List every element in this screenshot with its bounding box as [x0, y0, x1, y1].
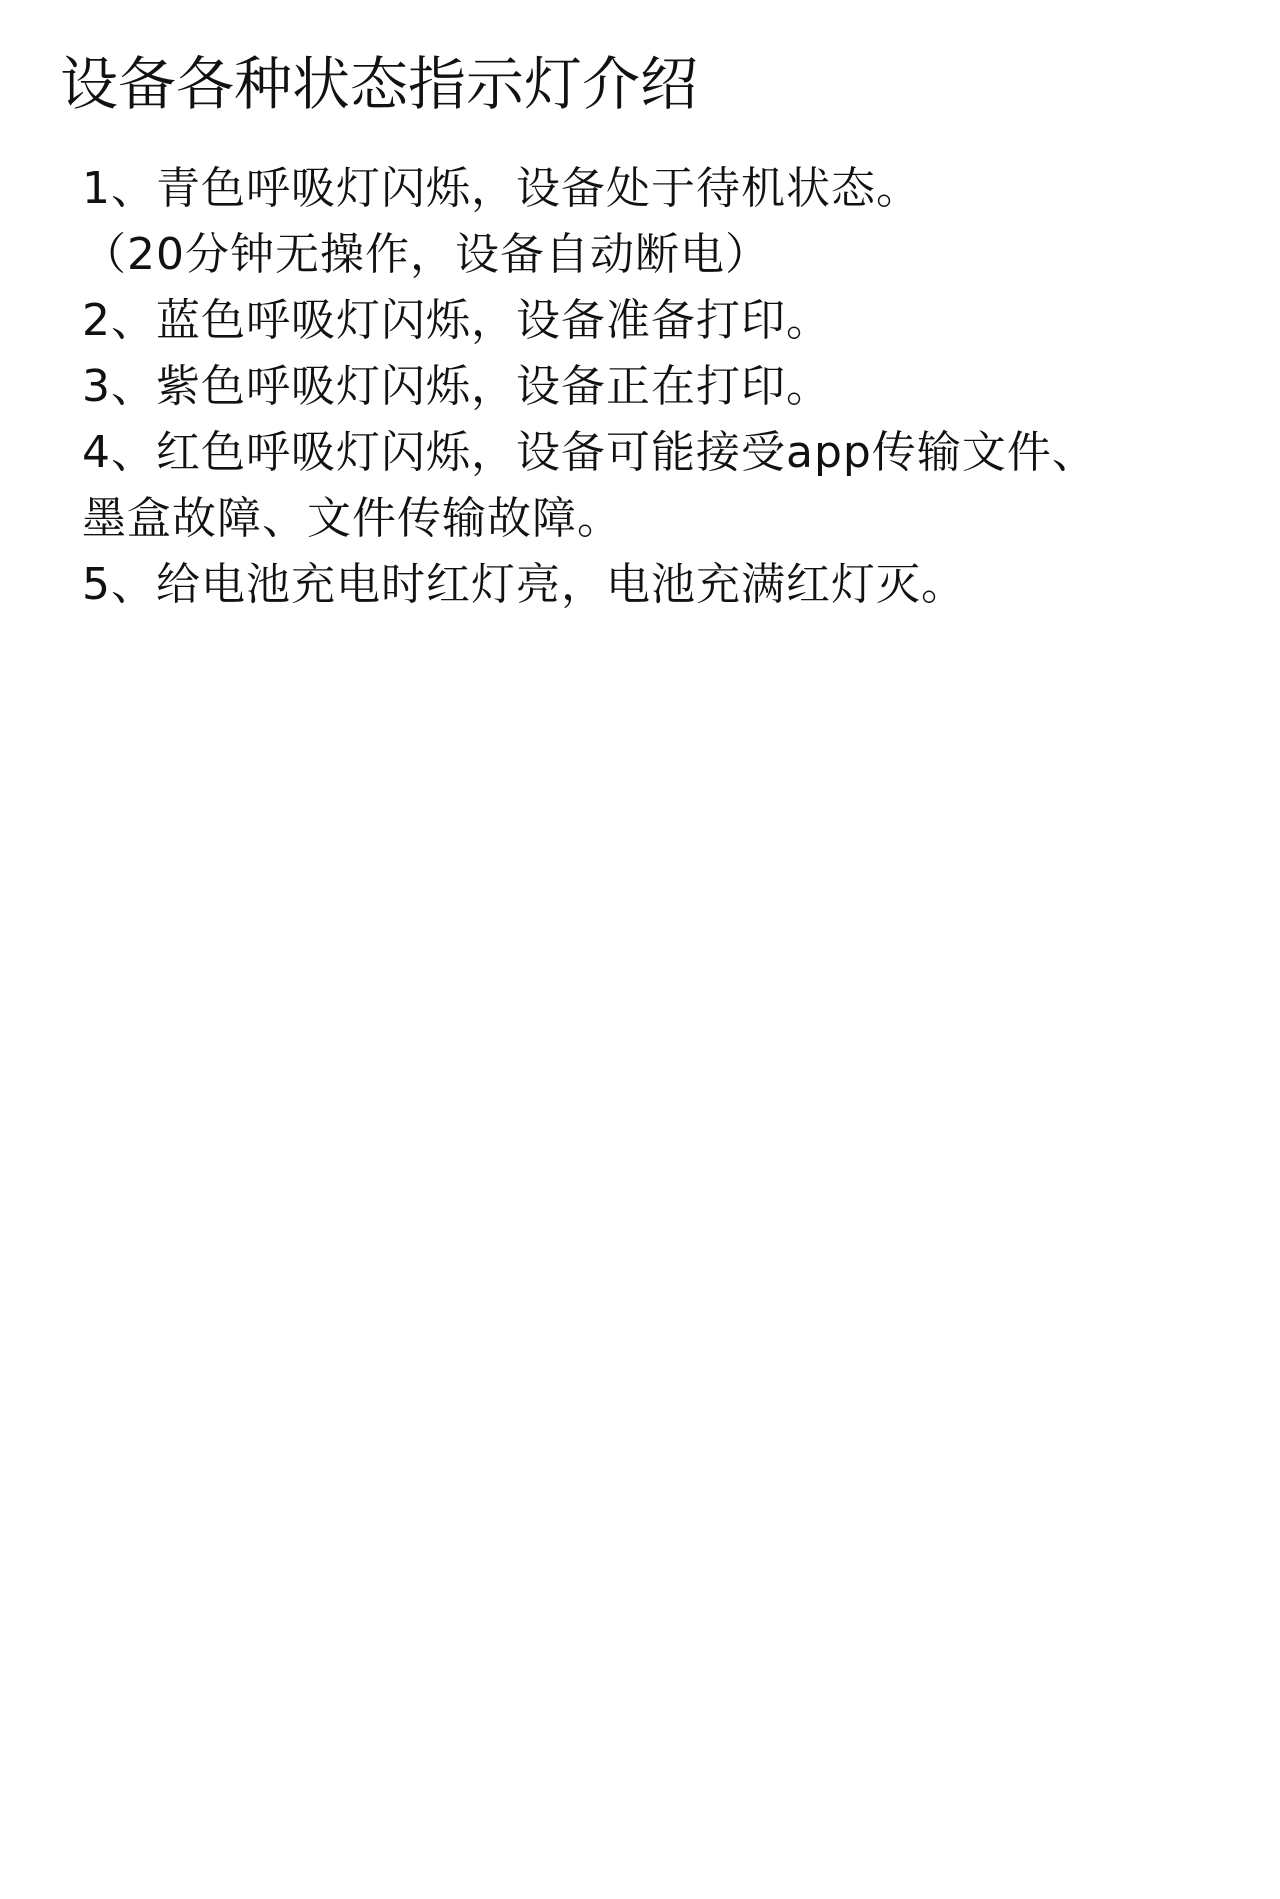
page-title: 设备各种状态指示灯介绍	[60, 50, 699, 118]
indicator-line-4: 4、红色呼吸灯闪烁，设备可能接受app传输文件、	[82, 427, 1097, 478]
indicator-line-1: 1、青色呼吸灯闪烁，设备处于待机状态。	[82, 163, 921, 214]
indicator-line-5: 5、给电池充电时红灯亮，电池充满红灯灭。	[82, 559, 966, 610]
indicator-line-4-continued: 墨盒故障、文件传输故障。	[82, 493, 622, 544]
indicator-list	[82, 156, 1097, 618]
indicator-line-2: 2、蓝色呼吸灯闪烁，设备准备打印。	[82, 295, 831, 346]
indicator-line-1-note: （20分钟无操作，设备自动断电）	[82, 229, 770, 280]
indicator-line-3: 3、紫色呼吸灯闪烁，设备正在打印。	[82, 361, 831, 412]
